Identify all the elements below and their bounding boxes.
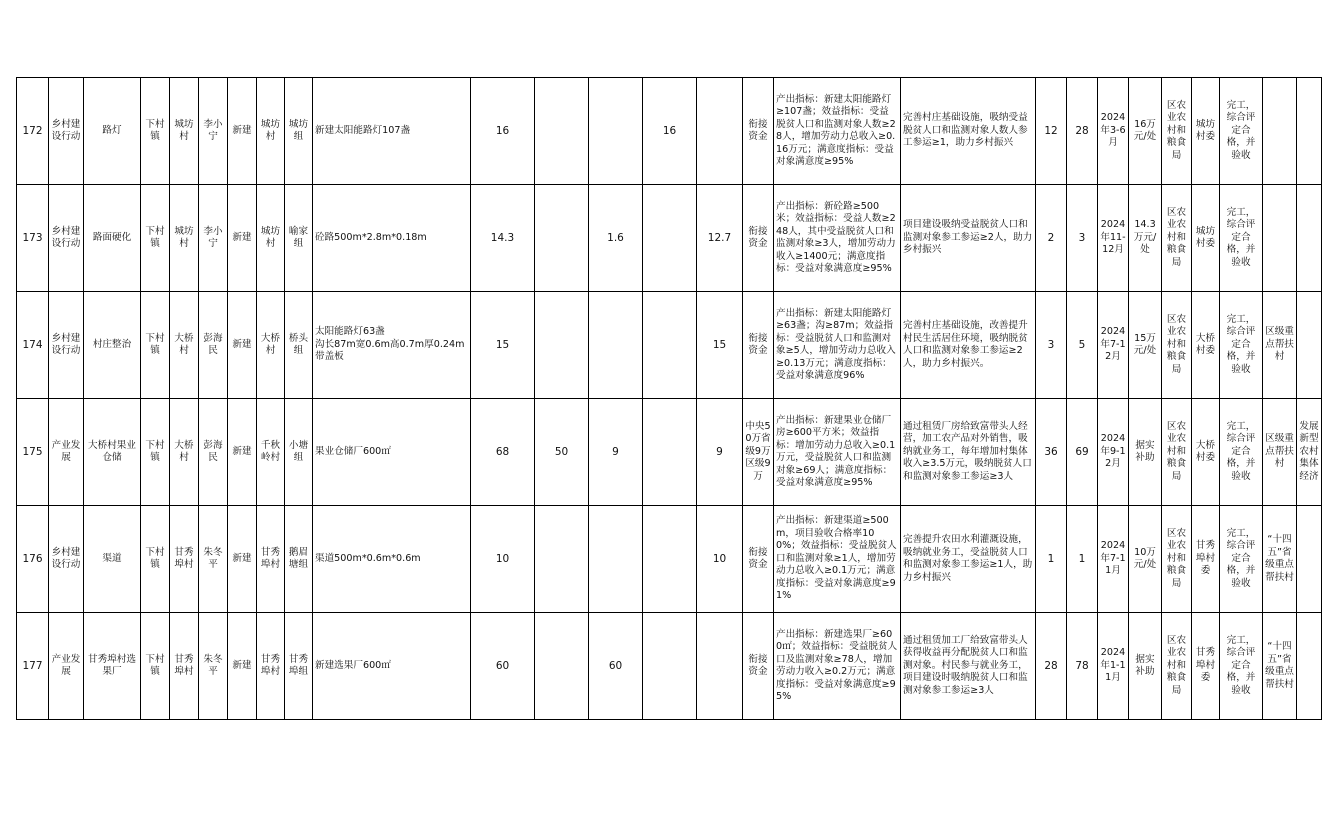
cell-central (535, 613, 589, 720)
cell-no: 174 (17, 292, 49, 399)
cell-provincial (589, 292, 643, 399)
table-row (17, 506, 1322, 613)
cell-village: 城坊村 (170, 78, 199, 185)
cell-remark1: 区级重点帮扶村 (1263, 399, 1297, 506)
table-row (17, 78, 1322, 185)
cell-households: 3 (1036, 292, 1067, 399)
cell-provincial: 1.6 (589, 185, 643, 292)
cell-targets: 产出指标：新建太阳能路灯≥63盏；沟≥87m；效益指标：受益脱贫人口和监测对象≥5人，增加劳动力总收入≥0.13万元；满意度指标：受益对象满意度96% (774, 292, 901, 399)
cell-provincial (589, 506, 643, 613)
cell-period: 2024年7-11月 (1098, 506, 1129, 613)
cell-location-village: 城坊村 (257, 185, 285, 292)
cell-location-group: 桥头组 (285, 292, 313, 399)
cell-category: 乡村建设行动 (49, 506, 84, 613)
cell-district (697, 613, 743, 720)
cell-households: 12 (1036, 78, 1067, 185)
cell-district: 15 (697, 292, 743, 399)
cell-acceptance: 完工，综合评定合格，并验收 (1220, 78, 1263, 185)
cell-people: 28 (1067, 78, 1098, 185)
cell-village: 甘秀埠村 (170, 506, 199, 613)
cell-category: 产业发展 (49, 399, 84, 506)
cell-town: 下村镇 (141, 185, 170, 292)
cell-standard: 14.3万元/处 (1129, 185, 1162, 292)
cell-content: 砼路500m*2.8m*0.18m (313, 185, 471, 292)
cell-town: 下村镇 (141, 506, 170, 613)
cell-standard: 10万元/处 (1129, 506, 1162, 613)
cell-fund-type: 中央50万省级9万区级9万 (743, 399, 774, 506)
cell-location-village: 大桥村 (257, 292, 285, 399)
cell-total: 10 (471, 506, 535, 613)
cell-fund-type: 衔接资金 (743, 292, 774, 399)
cell-households: 2 (1036, 185, 1067, 292)
cell-remark2 (1297, 292, 1322, 399)
cell-standard: 据实补助 (1129, 613, 1162, 720)
cell-nature: 新建 (228, 506, 257, 613)
cell-acceptance: 完工，综合评定合格，并验收 (1220, 399, 1263, 506)
project-table (16, 77, 1322, 720)
cell-content: 新建选果厂600㎡ (313, 613, 471, 720)
cell-central (535, 506, 589, 613)
cell-benefit: 完善村庄基础设施，改善提升村民生活居住环境，吸纳脱贫人口和监测对象参工参运≥2人，助力乡村振兴。 (901, 292, 1036, 399)
cell-no: 176 (17, 506, 49, 613)
cell-targets: 产出指标：新建渠道≥500m，项目验收合格率100%；效益指标：受益脱贫人口和监测对象≥1人，增加劳动力总收入≥0.1万元；满意度指标：受益对象满意度≥91% (774, 506, 901, 613)
cell-benefit: 通过租赁厂房给致富带头人经营，加工农产品对外销售，吸纳就业务工，每年增加村集体收入≥3.5万元，吸纳脱贫人口和监测对象参工参运≥3人 (901, 399, 1036, 506)
table-row (17, 185, 1322, 292)
cell-benefit: 通过租赁加工厂给致富带头人获得收益再分配脱贫人口和监测对象。村民参与就业务工，项目建设时吸纳脱贫人口和监测对象参工参运≥3人 (901, 613, 1036, 720)
cell-targets: 产出指标：新建果业仓储厂房≥600平方米；效益指标：增加劳动力总收入≥0.1万元，受益脱贫人口和监测对象≥69人；满意度指标：受益对象满意度≥95% (774, 399, 901, 506)
cell-no: 177 (17, 613, 49, 720)
cell-central (535, 292, 589, 399)
cell-remark1: 区级重点帮扶村 (1263, 292, 1297, 399)
cell-implementer: 城坊村委 (1192, 185, 1220, 292)
cell-implementer: 大桥村委 (1192, 399, 1220, 506)
cell-category: 产业发展 (49, 613, 84, 720)
cell-leader: 彭海民 (199, 399, 228, 506)
cell-leader: 彭海民 (199, 292, 228, 399)
cell-village: 大桥村 (170, 399, 199, 506)
cell-district: 10 (697, 506, 743, 613)
cell-benefit: 项目建设吸纳受益脱贫人口和监测对象参工参运≥2人，助力乡村振兴 (901, 185, 1036, 292)
cell-city (643, 185, 697, 292)
cell-total: 16 (471, 78, 535, 185)
cell-implementer: 大桥村委 (1192, 292, 1220, 399)
cell-town: 下村镇 (141, 399, 170, 506)
cell-period: 2024年3-6月 (1098, 78, 1129, 185)
cell-city (643, 613, 697, 720)
table-row (17, 399, 1322, 506)
cell-location-group: 城坊组 (285, 78, 313, 185)
cell-content: 果业仓储厂600㎡ (313, 399, 471, 506)
cell-central: 50 (535, 399, 589, 506)
cell-fund-type: 衔接资金 (743, 613, 774, 720)
cell-implementer: 城坊村委 (1192, 78, 1220, 185)
cell-acceptance: 完工，综合评定合格，并验收 (1220, 506, 1263, 613)
cell-acceptance: 完工，综合评定合格，并验收 (1220, 613, 1263, 720)
cell-fund-type: 衔接资金 (743, 185, 774, 292)
cell-people: 3 (1067, 185, 1098, 292)
cell-project-name: 大桥村果业仓储 (84, 399, 141, 506)
cell-leader: 李小宁 (199, 185, 228, 292)
cell-location-group: 喻家组 (285, 185, 313, 292)
cell-location-group: 小塘组 (285, 399, 313, 506)
cell-location-village: 千秋岭村 (257, 399, 285, 506)
cell-people: 5 (1067, 292, 1098, 399)
cell-location-group: 鹅眉塘组 (285, 506, 313, 613)
cell-project-name: 甘秀埠村选果厂 (84, 613, 141, 720)
cell-targets: 产出指标：新砼路≥500米；效益指标：受益人数≥248人，其中受益脱贫人口和监测对象≥3人，增加劳动力收入≥1400元；满意度指标：受益对象满意度≥95% (774, 185, 901, 292)
cell-location-village: 城坊村 (257, 78, 285, 185)
cell-town: 下村镇 (141, 292, 170, 399)
cell-category: 乡村建设行动 (49, 185, 84, 292)
cell-remark1: “十四五”省级重点帮扶村 (1263, 613, 1297, 720)
cell-households: 1 (1036, 506, 1067, 613)
cell-nature: 新建 (228, 399, 257, 506)
cell-remark1: “十四五”省级重点帮扶村 (1263, 506, 1297, 613)
cell-category: 乡村建设行动 (49, 78, 84, 185)
cell-district: 9 (697, 399, 743, 506)
cell-total: 68 (471, 399, 535, 506)
cell-remark2: 发展新型农村集体经济 (1297, 399, 1322, 506)
cell-dept: 区农业农村和粮食局 (1162, 506, 1192, 613)
cell-town: 下村镇 (141, 78, 170, 185)
cell-leader: 李小宁 (199, 78, 228, 185)
cell-remark1 (1263, 185, 1297, 292)
cell-acceptance: 完工，综合评定合格，并验收 (1220, 185, 1263, 292)
cell-standard: 据实补助 (1129, 399, 1162, 506)
table-row (17, 613, 1322, 720)
cell-city (643, 399, 697, 506)
cell-village: 甘秀埠村 (170, 613, 199, 720)
cell-no: 173 (17, 185, 49, 292)
cell-dept: 区农业农村和粮食局 (1162, 399, 1192, 506)
cell-people: 1 (1067, 506, 1098, 613)
cell-provincial (589, 78, 643, 185)
cell-remark2 (1297, 506, 1322, 613)
cell-village: 大桥村 (170, 292, 199, 399)
cell-targets: 产出指标：新建太阳能路灯≥107盏；效益指标：受益脱贫人口和监测对象人数≥28人，增加劳动力总收入≥0.16万元；满意度指标：受益对象满意度≥95% (774, 78, 901, 185)
cell-provincial: 9 (589, 399, 643, 506)
cell-total: 60 (471, 613, 535, 720)
cell-district: 12.7 (697, 185, 743, 292)
cell-benefit: 完善提升农田水利灌溉设施，吸纳就业务工，受益脱贫人口和监测对象参工参运≥1人，助力乡村振兴 (901, 506, 1036, 613)
cell-location-group: 甘秀埠组 (285, 613, 313, 720)
cell-fund-type: 衔接资金 (743, 78, 774, 185)
cell-project-name: 渠道 (84, 506, 141, 613)
cell-people: 78 (1067, 613, 1098, 720)
cell-project-name: 路灯 (84, 78, 141, 185)
cell-acceptance: 完工，综合评定合格，并验收 (1220, 292, 1263, 399)
cell-period: 2024年1-11月 (1098, 613, 1129, 720)
cell-targets: 产出指标：新建选果厂≥600㎡；效益指标：受益脱贫人口及监测对象≥78人，增加劳动力收入≥0.2万元；满意度指标：受益对象满意度≥95% (774, 613, 901, 720)
cell-no: 175 (17, 399, 49, 506)
cell-no: 172 (17, 78, 49, 185)
cell-fund-type: 衔接资金 (743, 506, 774, 613)
cell-leader: 朱冬平 (199, 613, 228, 720)
cell-total: 15 (471, 292, 535, 399)
cell-benefit: 完善村庄基础设施，吸纳受益脱贫人口和监测对象人数人参工参运≥1，助力乡村振兴 (901, 78, 1036, 185)
cell-nature: 新建 (228, 78, 257, 185)
table-row (17, 292, 1322, 399)
cell-dept: 区农业农村和粮食局 (1162, 613, 1192, 720)
cell-dept: 区农业农村和粮食局 (1162, 292, 1192, 399)
cell-remark1 (1263, 78, 1297, 185)
cell-location-village: 甘秀埠村 (257, 506, 285, 613)
cell-standard: 15万元/处 (1129, 292, 1162, 399)
cell-remark2 (1297, 78, 1322, 185)
cell-central (535, 185, 589, 292)
cell-implementer: 甘秀埠村委 (1192, 613, 1220, 720)
cell-district (697, 78, 743, 185)
cell-city: 16 (643, 78, 697, 185)
cell-project-name: 路面硬化 (84, 185, 141, 292)
cell-category: 乡村建设行动 (49, 292, 84, 399)
cell-content: 渠道500m*0.6m*0.6m (313, 506, 471, 613)
cell-village: 城坊村 (170, 185, 199, 292)
cell-people: 69 (1067, 399, 1098, 506)
cell-nature: 新建 (228, 185, 257, 292)
cell-location-village: 甘秀埠村 (257, 613, 285, 720)
cell-remark2 (1297, 613, 1322, 720)
cell-nature: 新建 (228, 292, 257, 399)
cell-dept: 区农业农村和粮食局 (1162, 78, 1192, 185)
cell-content: 新建太阳能路灯107盏 (313, 78, 471, 185)
cell-city (643, 506, 697, 613)
cell-project-name: 村庄整治 (84, 292, 141, 399)
cell-period: 2024年11-12月 (1098, 185, 1129, 292)
cell-town: 下村镇 (141, 613, 170, 720)
cell-city (643, 292, 697, 399)
cell-standard: 16万元/处 (1129, 78, 1162, 185)
cell-leader: 朱冬平 (199, 506, 228, 613)
cell-content: 太阳能路灯63盏 沟长87m宽0.6m高0.7m厚0.24m带盖板 (313, 292, 471, 399)
cell-households: 36 (1036, 399, 1067, 506)
cell-total: 14.3 (471, 185, 535, 292)
cell-period: 2024年7-12月 (1098, 292, 1129, 399)
cell-central (535, 78, 589, 185)
cell-provincial: 60 (589, 613, 643, 720)
cell-dept: 区农业农村和粮食局 (1162, 185, 1192, 292)
cell-period: 2024年9-12月 (1098, 399, 1129, 506)
cell-implementer: 甘秀埠村委 (1192, 506, 1220, 613)
cell-nature: 新建 (228, 613, 257, 720)
cell-households: 28 (1036, 613, 1067, 720)
cell-remark2 (1297, 185, 1322, 292)
